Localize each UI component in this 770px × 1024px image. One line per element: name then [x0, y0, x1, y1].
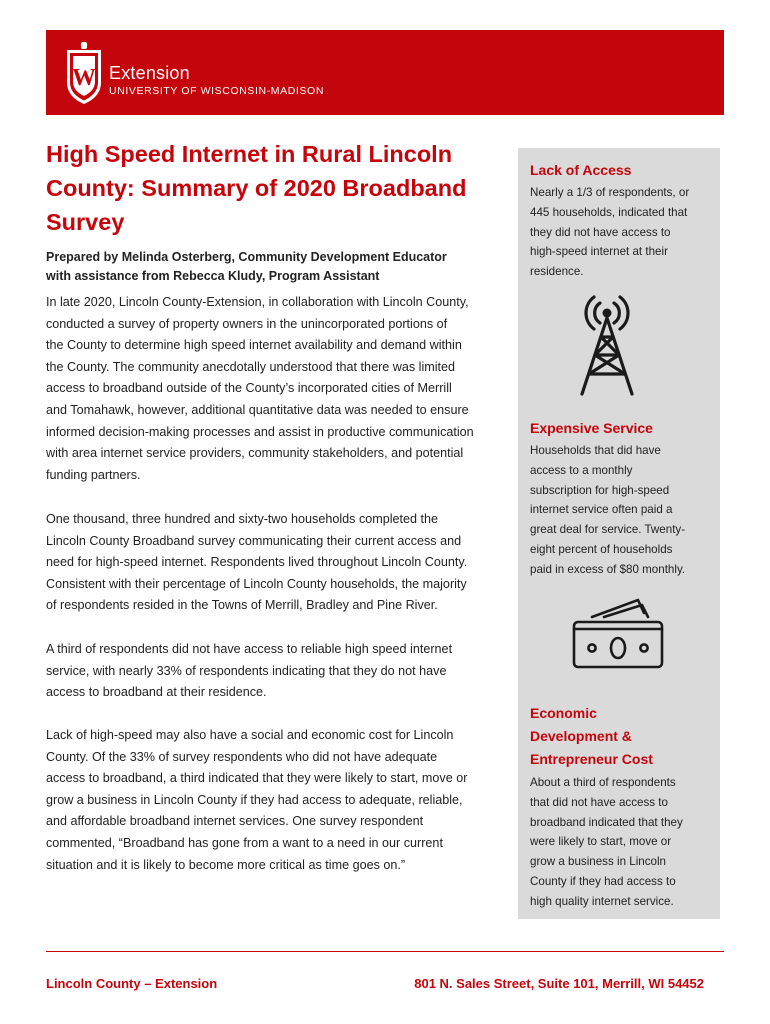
radio-tower-icon — [574, 290, 640, 398]
sidebar — [518, 148, 720, 919]
institution-name: UNIVERSITY OF WISCONSIN-MADISON — [109, 85, 325, 97]
sidebar-text-access: Nearly a 1/3 of respondents, or 445 households, indicated that they did not have access to high-speed internet at their residence. — [530, 186, 690, 279]
byline-author: Prepared by Melinda Osterberg, Community Development Educator — [46, 250, 447, 264]
uw-crest-icon — [64, 42, 104, 104]
sidebar-heading-access: Lack of Access — [530, 162, 632, 178]
sidebar-text-expensive: Households that did have access to a monthly subscription for high-speed internet service often paid a great deal for service. Twenty- eight percent of households paid in excess of $80 monthly. — [530, 444, 686, 576]
paragraph-economic: Lack of high-speed may also have a social and economic cost for Lincoln County. Of the 33% of survey respondents who did not have adequate access to broadband, a third indicated that they were likely to start, move or grow a business in Lincoln County if they had access to adequate, reliable, and affordable broadband internet services. One survey respondent commented, “Broadband has gone from a want to a need in our current situation and it is likely to become more critical as time goes on.” — [46, 728, 468, 872]
brand-name: Extension — [109, 63, 190, 83]
paragraph-access: A third of respondents did not have access to reliable high speed internet service, with nearly 33% of respondents indicating that they do not have access to broadband at their residence. — [46, 642, 453, 700]
byline-assistant: with assistance from Rebecca Kludy, Program Assistant — [46, 269, 380, 283]
footer-office: Lincoln County – Extension — [46, 976, 218, 991]
footer-divider — [46, 951, 724, 952]
footer-address: 801 N. Sales Street, Suite 101, Merrill, WI 54452 — [414, 976, 704, 991]
header-banner — [46, 30, 724, 115]
sidebar-text-economic: About a third of respondents that did not have access to broadband indicated that they were likely to start, move or grow a business in Lincoln County if they had access to high quality internet service. — [530, 776, 683, 908]
byline — [46, 248, 521, 286]
paragraph-intro: In late 2020, Lincoln County-Extension, in collaboration with Lincoln County, conducted a survey of property owners in the unincorporated portions of the County to determine high speed internet availability and demand within the County. The community anecdotally understood that there was limited access to broadband outside of the County’s incorporated cities of Merrill and Tomahawk, however, additional quantitative data was needed to ensure informed decision-making processes and assist in productive communication with area internet service providers, community stakeholders, and potential funding partners. — [46, 295, 474, 482]
money-bills-icon — [568, 596, 668, 672]
sidebar-heading-economic: Economic Development & Entrepreneur Cost — [530, 705, 653, 767]
page-title: High Speed Internet in Rural Lincoln County: Summary of 2020 Broadband Survey — [46, 141, 467, 235]
sidebar-heading-expensive: Expensive Service — [530, 420, 653, 436]
svg-text:W: W — [72, 65, 96, 91]
paragraph-respondents: One thousand, three hundred and sixty-two households completed the Lincoln County Broadband survey communicating their current access and need for high-speed internet. Respondents lived throughout Lincoln County. Consistent with their percentage of Lincoln County households, the majority of respondents resided in the Towns of Merrill, Bradley and Pine River. — [46, 512, 468, 613]
